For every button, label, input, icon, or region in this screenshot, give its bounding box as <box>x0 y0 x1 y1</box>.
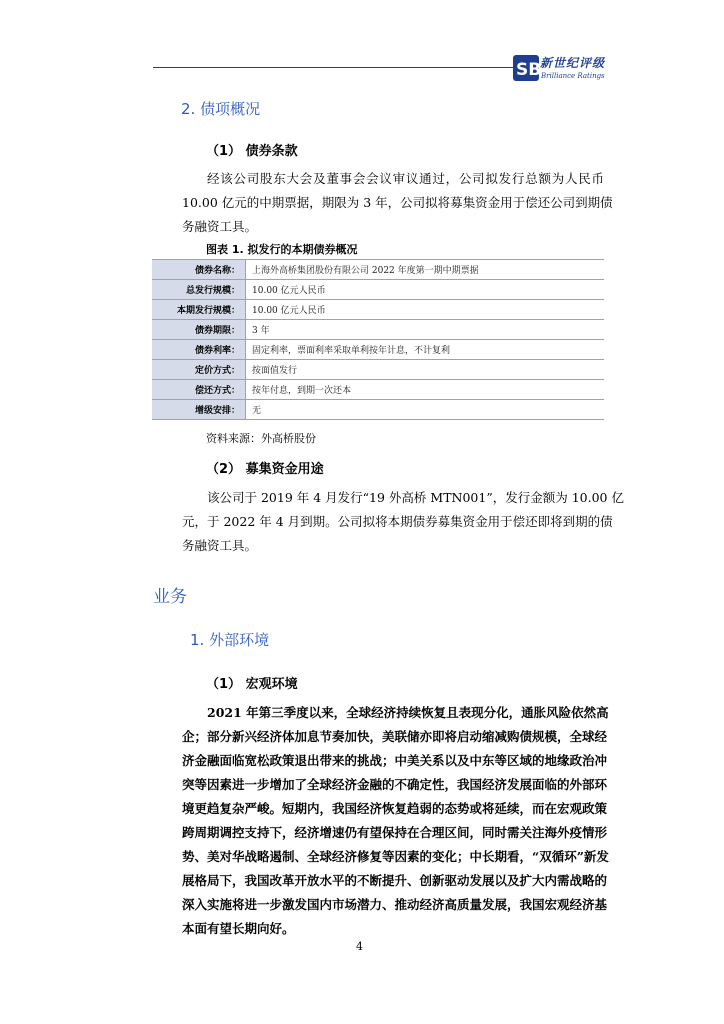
paragraph-line: 2021 年第三季度以来，全球经济持续恢复且表现分化，通胀风险依然高 <box>207 705 609 720</box>
paragraph-fund-use <box>182 486 624 558</box>
paragraph-line: 经该公司股东大会及董事会会议审议通过，公司拟发行总额为人民币 <box>207 171 604 186</box>
table-row <box>152 300 604 320</box>
table-key: 偿还方式： <box>152 380 246 400</box>
paragraph-line: 展格局下，我国改革开放水平的不断提升、创新驱动发展以及扩大内需战略的 <box>182 873 608 888</box>
heading-macro-environment: （1） 宏观环境 <box>206 677 298 692</box>
table-value: 上海外高桥集团股份有限公司 2022 年度第一期中期票据 <box>246 260 605 280</box>
table-row <box>152 280 604 300</box>
paragraph-line: 境更趋复杂严峻。短期内，我国经济恢复趋弱的态势或将延续，而在宏观政策 <box>182 801 608 816</box>
table-source-note: 资料来源：外高桥股份 <box>206 432 316 445</box>
header-rule <box>153 67 513 68</box>
heading-bond-terms: （1） 债券条款 <box>206 144 298 159</box>
table-value: 10.00 亿元人民币 <box>246 280 605 300</box>
paragraph-line: 突等因素进一步增加了全球经济金融的不确定性，我国经济发展面临的外部环 <box>182 777 608 792</box>
paragraph-line: 元，于 2022 年 4 月到期。公司拟将本期债券募集资金用于偿还即将到期的债 <box>182 514 613 529</box>
table-value: 按年付息，到期一次还本 <box>246 380 605 400</box>
table-value: 无 <box>246 400 605 420</box>
bond-terms-table <box>152 259 604 420</box>
paragraph-line: 势、美对华战略遏制、全球经济修复等因素的变化；中长期看，“双循环”新发 <box>182 849 609 864</box>
table-caption: 图表 1. 拟发行的本期债券概况 <box>206 243 358 256</box>
table-key: 定价方式： <box>152 360 246 380</box>
paragraph-line: 深入实施将进一步激发国内市场潜力、推动经济高质量发展，我国宏观经济基 <box>182 897 608 912</box>
logo-english-name: Brilliance Ratings <box>541 72 605 80</box>
table-key: 债券利率： <box>152 340 246 360</box>
paragraph-line: 跨周期调控支持下，经济增速仍有望保持在合理区间，同时需关注海外疫情形 <box>182 825 608 840</box>
paragraph-line: 务融资工具。 <box>182 219 258 234</box>
section-title-bond-overview: 2. 债项概况 <box>181 100 261 118</box>
section-title-external-environment: 1. 外部环境 <box>190 631 270 649</box>
table-key: 债券名称： <box>152 260 246 280</box>
table-value: 10.00 亿元人民币 <box>246 300 605 320</box>
section-title-business: 业务 <box>153 587 187 607</box>
table-key: 本期发行规模： <box>152 300 246 320</box>
table-row <box>152 260 604 280</box>
heading-fund-use: （2） 募集资金用途 <box>206 462 324 477</box>
table-row <box>152 360 604 380</box>
paragraph-line: 企；部分新兴经济体加息节奏加快，美联储亦即将启动缩减购债规模，全球经 <box>182 729 608 744</box>
table-value: 按面值发行 <box>246 360 605 380</box>
paragraph-line: 10.00 亿元的中期票据，期限为 3 年，公司拟将募集资金用于偿还公司到期债 <box>182 195 613 210</box>
paragraph-line: 该公司于 2019 年 4 月发行“19 外高桥 MTN001”，发行金额为 10.00 亿 <box>207 490 624 505</box>
table-value: 3 年 <box>246 320 605 340</box>
paragraph-bond-terms <box>182 167 613 239</box>
paragraph-line: 务融资工具。 <box>182 538 258 553</box>
table-key: 增级安排： <box>152 400 246 420</box>
table-key: 债券期限： <box>152 320 246 340</box>
table-value: 固定利率，票面利率采取单利按年计息，不计复利 <box>246 340 605 360</box>
paragraph-line: 济金融面临宽松政策退出带来的挑战；中美关系以及中东等区域的地缘政治冲 <box>182 753 608 768</box>
table-row <box>152 380 604 400</box>
paragraph-line: 本面有望长期向好。 <box>182 921 295 936</box>
logo-chinese-name: 新世纪评级 <box>540 56 606 70</box>
page-number: 4 <box>356 940 363 953</box>
table-key: 总发行规模： <box>152 280 246 300</box>
table-row <box>152 400 604 420</box>
table-row <box>152 340 604 360</box>
table-row <box>152 320 604 340</box>
paragraph-macro-environment <box>182 701 609 941</box>
svg-text:SB: SB <box>516 60 542 80</box>
